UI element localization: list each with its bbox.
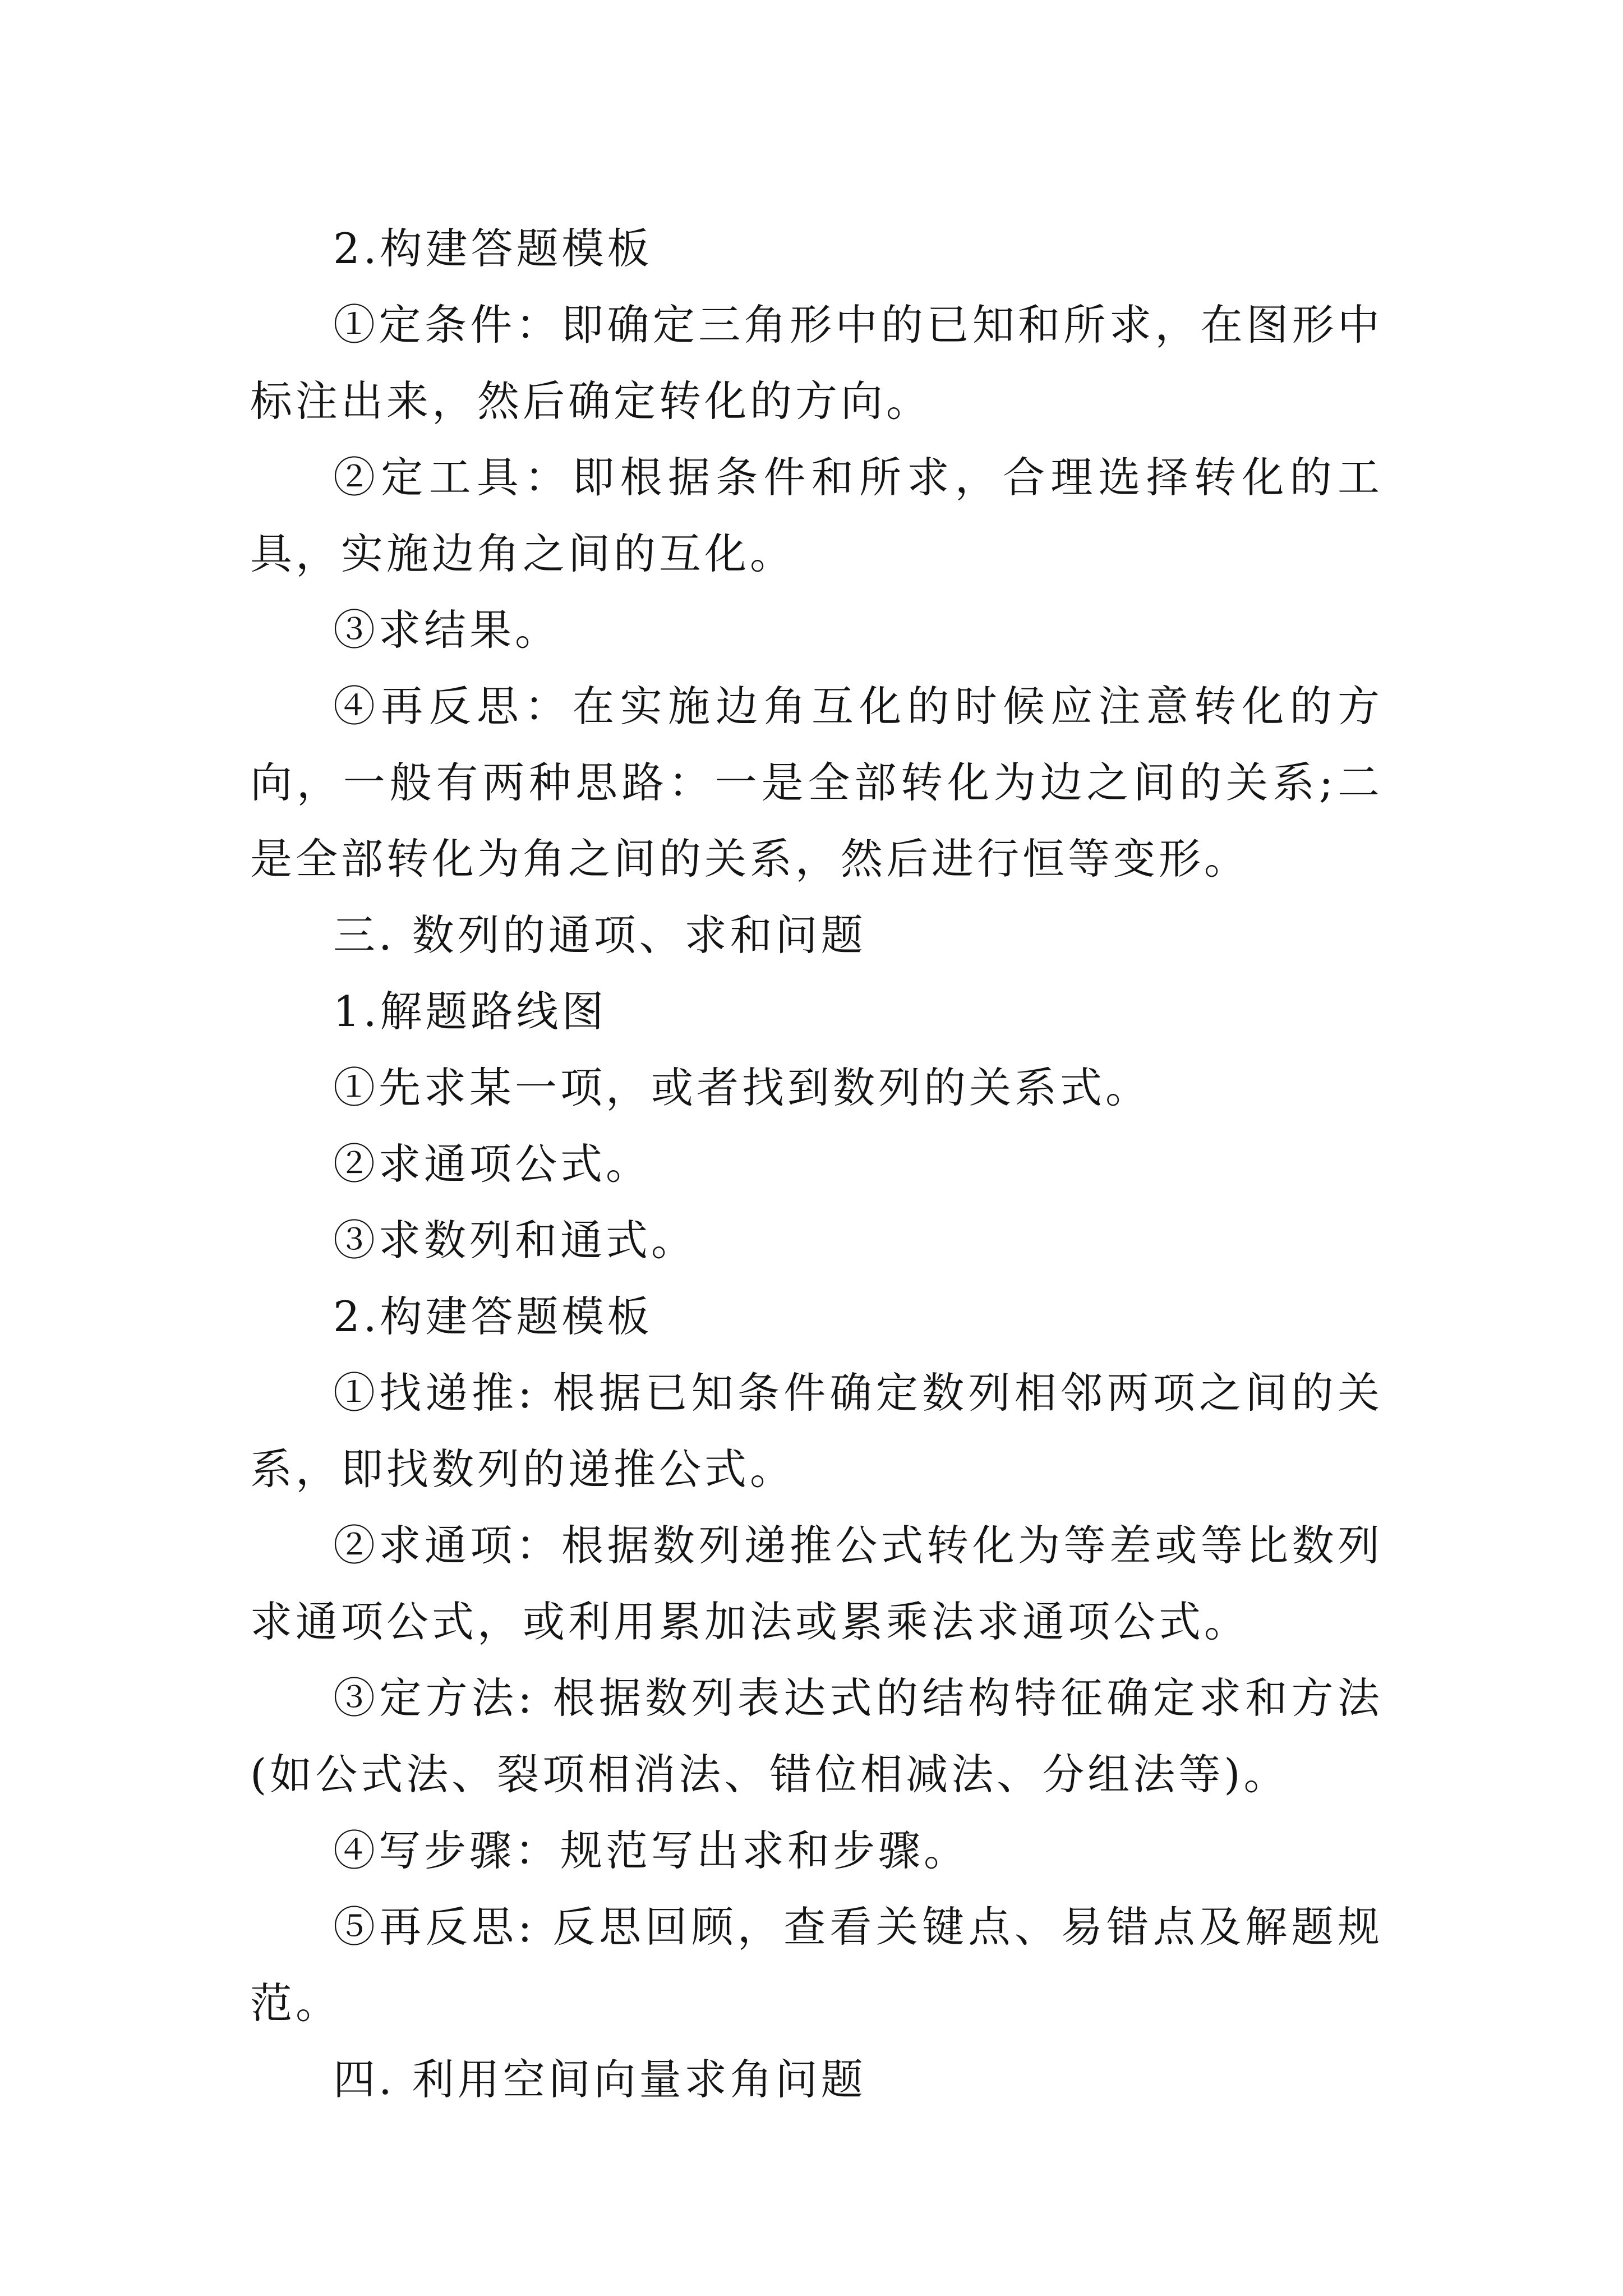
step-paragraph: ②求通项：根据数列递推公式转化为等差或等比数列求通项公式，或利用累加法或累乘法求通项公式。 [250, 1521, 1383, 1646]
step-paragraph: ④再反思：在实施边角互化的时候应注意转化的方向，一般有两种思路：一是全部转化为边之间的关系;二是全部转化为角之间的关系，然后进行恒等变形。 [250, 682, 1383, 884]
section-heading: 三. 数列的通项、求和问题 [333, 910, 866, 960]
step-paragraph: ②定工具：即根据条件和所求，合理选择转化的工具，实施边角之间的互化。 [250, 453, 1383, 578]
step-paragraph: ③求数列和通式。 [333, 1216, 697, 1265]
step-paragraph: ③求结果。 [333, 605, 561, 655]
step-paragraph: ④写步骤：规范写出求和步骤。 [333, 1826, 970, 1875]
step-paragraph: ②求通项公式。 [333, 1139, 652, 1189]
step-paragraph: ①找递推: 根据已知条件确定数列相邻两项之间的关系，即找数列的递推公式。 [250, 1368, 1383, 1494]
subheading-answer-template: 2.构建答题模板 [333, 1292, 653, 1341]
subheading-solution-roadmap: 1.解题路线图 [333, 987, 607, 1036]
step-paragraph: ①先求某一项，或者找到数列的关系式。 [333, 1063, 1151, 1112]
section-heading: 四. 利用空间向量求角问题 [333, 2055, 866, 2104]
subheading-answer-template: 2.构建答题模板 [333, 224, 653, 273]
step-paragraph: ⑤再反思: 反思回顾，查看关键点、易错点及解题规范。 [250, 1902, 1383, 2028]
step-paragraph: ①定条件：即确定三角形中的已知和所求，在图形中标注出来，然后确定转化的方向。 [250, 300, 1383, 426]
step-paragraph: ③定方法: 根据数列表达式的结构特征确定求和方法(如公式法、裂项相消法、错位相减法、分组法等)。 [250, 1673, 1383, 1799]
document-body [250, 210, 1383, 2118]
